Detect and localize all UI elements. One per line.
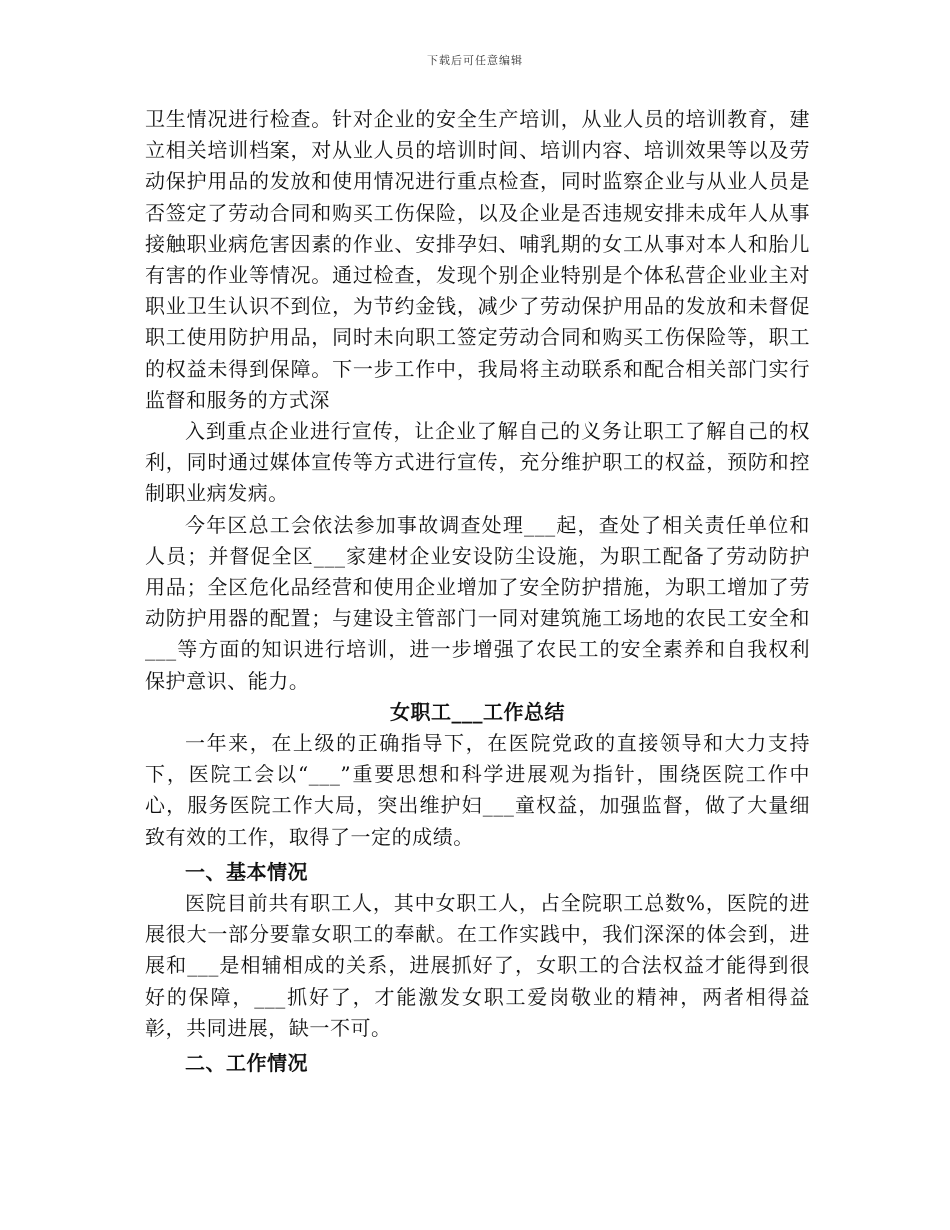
paragraph-basic-situation: 医院目前共有职工人，其中女职工人，占全院职工总数%，医院的进展很大一部分要靠女职工的奉献。在工作实践中，我们深深的体会到，进展和___是相辅相成的关系，进展抓好了，女职工的合法权益才能得到很好的保障，___抓好了，才能激发女职工爱岗敬业的精神，两者相得益彰，共同进展，缺一不可。 [145, 891, 810, 1040]
paragraph-union-work: 今年区总工会依法参加事故调查处理___起，查处了相关责任单位和人员；并督促全区___家建材企业安设防尘设施，为职工配备了劳动防护用品；全区危化品经营和使用企业增加了安全防护措施，为职工增加了劳动防护用器的配置；与建设主管部门一同对建筑施工场地的农民工安全和___等方面的知识进行培训，进一步增强了农民工的安全素养和自我权利保护意识、能力。 [145, 512, 810, 693]
heading-work-situation: 二、工作情况 [185, 1051, 308, 1076]
paragraph-publicity: 入到重点企业进行宣传，让企业了解自己的义务让职工了解自己的权利，同时通过媒体宣传等方式进行宣传，充分维护职工的权益，预防和控制职业病发病。 [145, 419, 810, 506]
heading-basic-situation: 一、基本情况 [185, 859, 308, 884]
document-body [145, 104, 810, 1079]
section-title: 女职工___工作总结 [390, 699, 565, 724]
paragraph-inspection: 卫生情况进行检查。针对企业的安全生产培训，从业人员的培训教育，建立相关培训档案，对从业人员的培训时间、培训内容、培训效果等以及劳动保护用品的发放和使用情况进行重点检查，同时监察企业与从业人员是否签定了劳动合同和购买工伤保险，以及企业是否违规安排未成年人从事接触职业病危害因素的作业、安排孕妇、哺乳期的女工从事对本人和胎儿有害的作业等情况。通过检查，发现个别企业特别是个体私营企业业主对职业卫生认识不到位，为节约金钱，减少了劳动保护用品的发放和未督促职工使用防护用品，同时未向职工签定劳动合同和购买工伤保险等，职工的权益未得到保障。下一步工作中，我局将主动联系和配合相关部门实行监督和服务的方式深 [145, 107, 810, 412]
paragraph-intro: 一年来，在上级的正确指导下，在医院党政的直接领导和大力支持下，医院工会以“___”重要思想和科学进展观为指针，围绕医院工作中心，服务医院工作大局，突出维护妇___童权益，加强监督，做了大量细致有效的工作，取得了一定的成绩。 [145, 731, 810, 849]
page-header: 下载后可任意编辑 [427, 54, 523, 67]
